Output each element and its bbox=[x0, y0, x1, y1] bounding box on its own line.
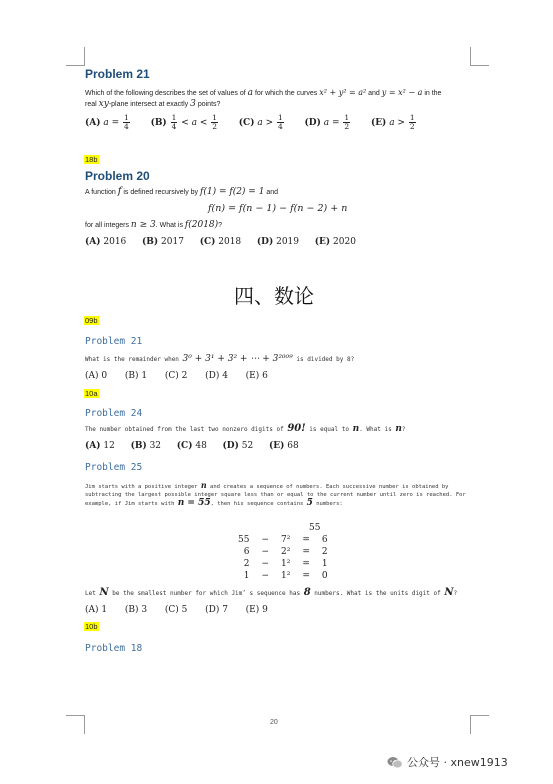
cell: 0 bbox=[321, 571, 328, 581]
math-var: n bbox=[200, 480, 207, 490]
watermark-text: 公众号 · xnew1913 bbox=[407, 756, 508, 769]
math-var: xy bbox=[98, 99, 109, 109]
choice-label: (B) bbox=[130, 441, 147, 451]
frac-num: 1 bbox=[344, 113, 350, 122]
text: . What is bbox=[155, 222, 183, 229]
fraction bbox=[123, 114, 130, 131]
frac-num: 1 bbox=[124, 113, 129, 122]
math-var: N bbox=[444, 587, 454, 598]
choice-label: (D) bbox=[304, 118, 321, 128]
choice: (A) 0 bbox=[85, 371, 108, 381]
problem-25-statement bbox=[85, 481, 470, 508]
choice: (C) 5 bbox=[164, 605, 188, 615]
text: numbers. What is the units digit of bbox=[314, 590, 441, 597]
cell: − bbox=[261, 571, 269, 581]
sequence-top: 55 bbox=[309, 523, 321, 533]
section-title: 四、数论 bbox=[234, 284, 314, 308]
choice-text: a = bbox=[103, 118, 120, 128]
crop-mark-top-right bbox=[470, 47, 489, 66]
choice-label: (C) bbox=[238, 118, 255, 128]
text: , then his sequence contains bbox=[210, 501, 304, 507]
problem-21-statement bbox=[85, 88, 485, 110]
problem-24-choices bbox=[85, 441, 299, 451]
choice: (D) 7 bbox=[205, 605, 228, 615]
choice: (B) 1 bbox=[124, 371, 148, 381]
cell: 2 bbox=[321, 547, 328, 557]
choice-text: 2018 bbox=[218, 237, 242, 247]
choice: (D) 4 bbox=[205, 371, 228, 381]
text: in the bbox=[424, 90, 442, 97]
text: example, if Jim starts with bbox=[85, 501, 175, 507]
math-eq: f(1) = f(2) = 1 bbox=[200, 187, 265, 197]
choice: (E) 6 bbox=[245, 371, 268, 381]
line: subtracting the largest possible integer square less than or equal to the current number until zero is reached. For bbox=[85, 492, 466, 498]
choice-label: (C) bbox=[199, 237, 216, 247]
frac-den: 2 bbox=[212, 122, 218, 131]
choice: (E) 9 bbox=[245, 605, 268, 615]
wechat-icon bbox=[387, 756, 403, 769]
math-var: a bbox=[247, 88, 254, 98]
crop-mark-bottom-left bbox=[66, 715, 85, 734]
problem-20-line1 bbox=[85, 187, 278, 198]
source-tag: 09b bbox=[85, 316, 98, 325]
choice-label: (A) bbox=[85, 441, 101, 451]
math-var: 8 bbox=[303, 587, 311, 598]
problem-20-title: Problem 20 bbox=[85, 169, 150, 183]
choice-text: 2019 bbox=[276, 237, 300, 247]
text: real bbox=[85, 101, 97, 108]
cell: 6 bbox=[321, 535, 328, 545]
text: Which of the following describes the set of values of bbox=[85, 90, 246, 97]
text: points? bbox=[197, 101, 221, 108]
math-expr: 3⁰ + 3¹ + 3² + ⋯ + 3²⁰⁰⁹ bbox=[182, 354, 293, 364]
choice-text: a > bbox=[389, 118, 405, 128]
math-var: 3 bbox=[190, 99, 196, 109]
cell: 1² bbox=[281, 571, 291, 581]
problem-20-line2 bbox=[85, 220, 222, 231]
watermark bbox=[387, 754, 508, 770]
problem-18-title: Problem 18 bbox=[85, 643, 143, 654]
problem-21b-statement bbox=[85, 355, 354, 364]
sequence-table bbox=[232, 534, 334, 582]
cell: 2² bbox=[281, 547, 291, 557]
problem-25-choices bbox=[85, 605, 268, 615]
choice-text: 68 bbox=[287, 441, 299, 451]
text: and creates a sequence of numbers. Each successive number is obtained by bbox=[210, 484, 449, 490]
text: and bbox=[266, 189, 279, 196]
cell: 1 bbox=[243, 571, 250, 581]
problem-21b-title: Problem 21 bbox=[85, 336, 143, 347]
line bbox=[85, 481, 470, 491]
problem-25-question bbox=[85, 589, 457, 598]
choice-label: (E) bbox=[314, 237, 331, 247]
cell: 55 bbox=[238, 535, 250, 545]
cell: 6 bbox=[243, 547, 250, 557]
cell: 1 bbox=[321, 559, 328, 569]
math-eq: f(2018) bbox=[184, 220, 219, 230]
cell: 7² bbox=[281, 535, 291, 545]
choice-text: 12 bbox=[103, 441, 115, 451]
text: What is the remainder when bbox=[85, 356, 179, 363]
cell: − bbox=[261, 559, 269, 569]
math-var: 5 bbox=[306, 498, 313, 508]
math-eq: n = 55 bbox=[177, 498, 211, 508]
text: for which the curves bbox=[254, 90, 318, 97]
choice-label: (A) bbox=[85, 118, 101, 128]
math-var: n bbox=[352, 424, 360, 434]
math-eq: y = x² − a bbox=[381, 88, 423, 97]
text: A function bbox=[85, 189, 116, 196]
problem-20-choices bbox=[85, 237, 356, 247]
source-tag: 10a bbox=[85, 389, 98, 398]
source-tag: 18b bbox=[85, 155, 98, 164]
math-var: N bbox=[99, 587, 109, 598]
table-row bbox=[232, 570, 334, 582]
text: is divided by 8? bbox=[296, 356, 355, 363]
line bbox=[85, 499, 470, 508]
choice-label: (E) bbox=[268, 441, 285, 451]
choice-text: 32 bbox=[149, 441, 162, 451]
text: The number obtained from the last two nonzero digits of bbox=[85, 426, 284, 433]
problem-21-title: Problem 21 bbox=[85, 67, 150, 81]
text: Jim starts with a positive integer bbox=[85, 484, 198, 490]
math-var: f bbox=[117, 186, 122, 197]
choice-text: < a < bbox=[181, 118, 208, 128]
text: be the smallest number for which Jim’ s sequence has bbox=[112, 590, 301, 597]
choice: (B) 3 bbox=[124, 605, 148, 615]
cell: 2 bbox=[243, 559, 250, 569]
frac-num: 1 bbox=[171, 113, 177, 122]
cell: − bbox=[261, 547, 269, 557]
frac-den: 4 bbox=[124, 122, 129, 131]
text: ? bbox=[453, 590, 458, 597]
frac-den: 4 bbox=[171, 122, 177, 131]
problem-21-choices bbox=[85, 114, 417, 131]
cell: = bbox=[302, 547, 310, 557]
fraction bbox=[277, 114, 284, 131]
choice-label: (C) bbox=[176, 441, 193, 451]
cell: = bbox=[302, 535, 310, 545]
source-tag: 10b bbox=[85, 622, 98, 631]
frac-den: 2 bbox=[344, 122, 350, 131]
choice-text: a > bbox=[257, 118, 274, 128]
fraction bbox=[343, 114, 350, 131]
choice-text: 48 bbox=[195, 441, 207, 451]
cell: = bbox=[302, 571, 310, 581]
table-row bbox=[232, 546, 334, 558]
math-eq: n ≥ 3 bbox=[130, 220, 156, 230]
text: ? bbox=[401, 426, 406, 433]
text: ? bbox=[218, 222, 223, 229]
text: . What is bbox=[359, 426, 392, 433]
text: is defined recursively by bbox=[123, 189, 199, 196]
choice: (C) 2 bbox=[164, 371, 188, 381]
crop-mark-bottom-right bbox=[470, 715, 489, 734]
choice-label: (B) bbox=[150, 118, 167, 128]
choice: (A) 1 bbox=[85, 605, 108, 615]
problem-25-title: Problem 25 bbox=[85, 462, 143, 473]
math-expr: 90! bbox=[287, 423, 306, 434]
text: for all integers bbox=[85, 222, 129, 229]
text: and bbox=[368, 90, 380, 97]
cell: = bbox=[302, 559, 310, 569]
table-row bbox=[232, 534, 334, 546]
text: numbers: bbox=[316, 501, 343, 507]
math-var: n bbox=[395, 424, 402, 434]
text: -plane intersect at exactly bbox=[108, 101, 189, 108]
cell: 1² bbox=[281, 559, 291, 569]
problem-24-title: Problem 24 bbox=[85, 408, 143, 419]
text: Let bbox=[85, 590, 96, 597]
cell: − bbox=[261, 535, 269, 545]
choice-text: a = bbox=[323, 118, 340, 128]
frac-den: 4 bbox=[278, 122, 283, 131]
choice-text: 52 bbox=[241, 441, 254, 451]
problem-20-recurrence: f(n) = f(n − 1) − f(n − 2) + n bbox=[208, 203, 348, 214]
crop-mark-top-left bbox=[66, 47, 85, 66]
text: is equal to bbox=[309, 426, 349, 433]
choice-label: (D) bbox=[256, 237, 274, 247]
frac-num: 1 bbox=[278, 113, 283, 122]
fraction bbox=[211, 114, 218, 131]
choice-label: (A) bbox=[85, 237, 101, 247]
table-row bbox=[232, 558, 334, 570]
choice-label: (B) bbox=[142, 237, 159, 247]
page-number: 20 bbox=[270, 719, 278, 726]
frac-num: 1 bbox=[212, 113, 218, 122]
problem-21b-choices bbox=[85, 371, 268, 381]
choice-label: (D) bbox=[222, 441, 239, 451]
choice-text: 2016 bbox=[103, 237, 127, 247]
choice-label: (E) bbox=[370, 118, 387, 128]
fraction bbox=[409, 114, 416, 131]
frac-num: 1 bbox=[409, 113, 415, 122]
problem-24-statement bbox=[85, 425, 405, 434]
frac-den: 2 bbox=[409, 122, 415, 131]
choice-text: 2020 bbox=[333, 237, 356, 247]
math-eq: x² + y² = a² bbox=[319, 88, 367, 97]
choice-text: 2017 bbox=[161, 237, 184, 247]
fraction bbox=[171, 114, 178, 131]
